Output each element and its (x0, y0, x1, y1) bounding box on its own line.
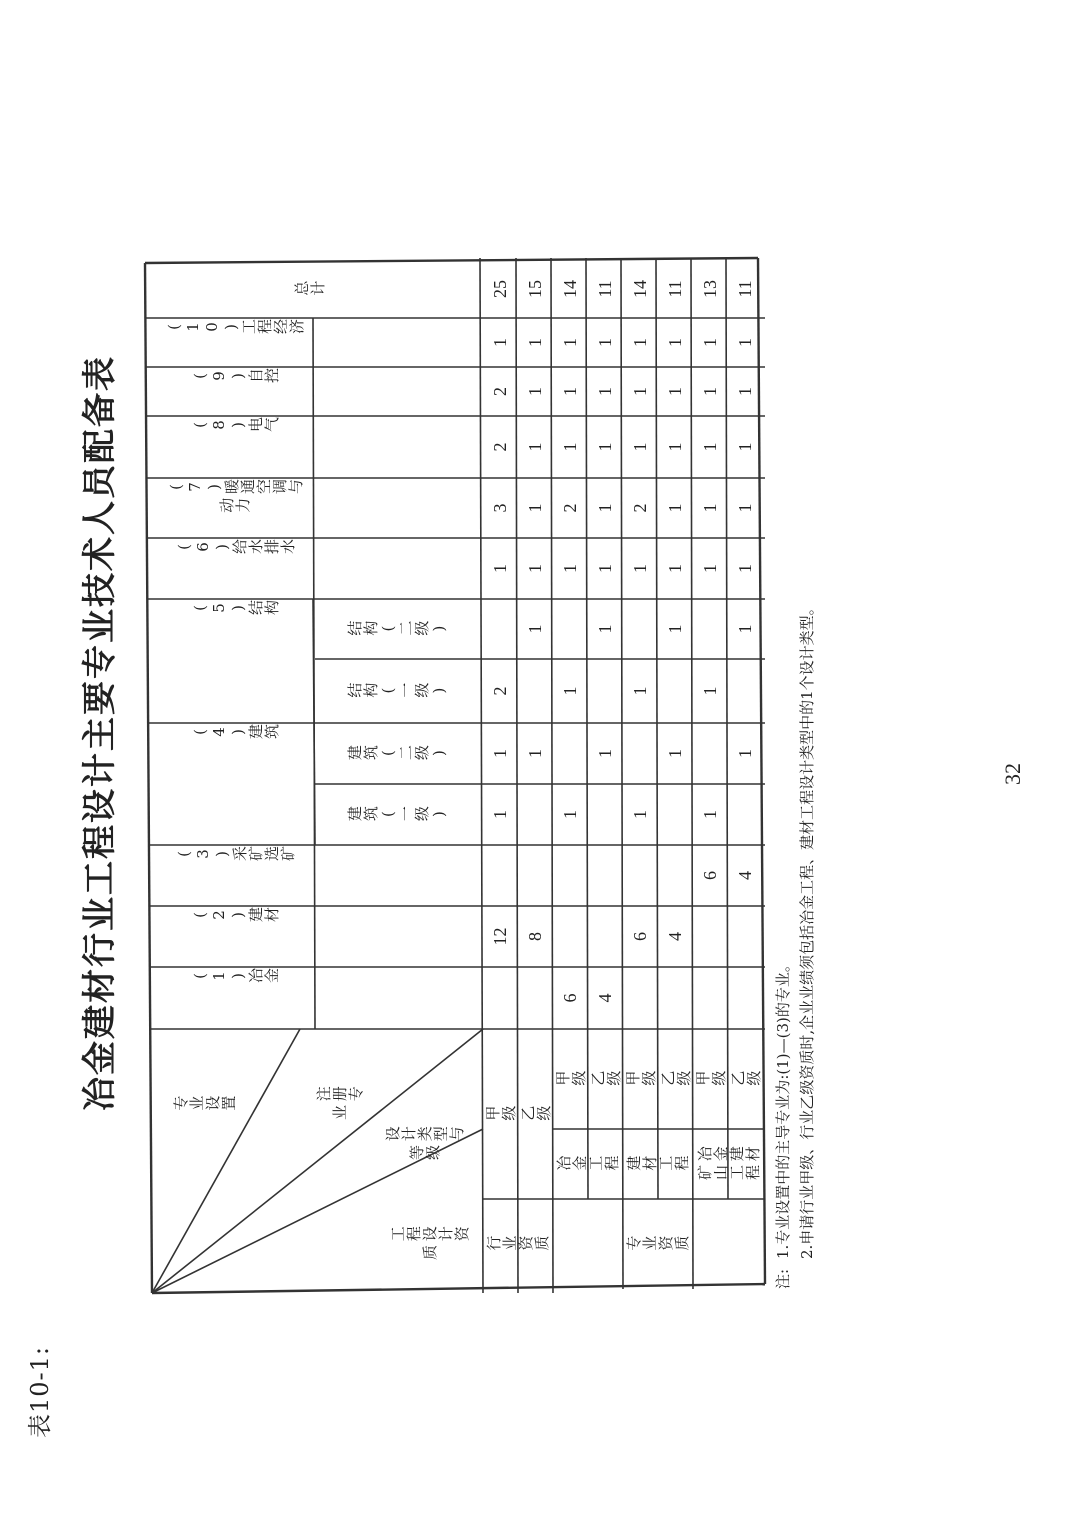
row-group-industry: 行业资质 (486, 1234, 550, 1253)
table-cell-c1 (483, 967, 518, 1029)
col-header-jingji: (10)工程经济 (165, 318, 305, 336)
corner-design-label: 设计类型与等级 (385, 1125, 465, 1162)
col-header-jiancai: (2)建材 (190, 906, 280, 924)
table-cell-c7: 1 (735, 503, 756, 513)
table-cell-a2 (693, 723, 728, 784)
col-header-zikong: (9)自控 (190, 367, 280, 385)
table-cell-c2: 6 (630, 932, 651, 941)
table-cell-s1: 1 (700, 686, 721, 696)
table-cell-s2 (553, 599, 588, 659)
table-cell-total: 11 (735, 280, 756, 298)
table-cell-a2 (623, 723, 658, 784)
table-cell-total: 11 (595, 280, 616, 298)
page-title: 冶金建材行业工程设计主要专业技术人员配备表 (80, 355, 120, 1111)
table-cell-a2: 1 (665, 749, 686, 758)
table-cell-s2: 1 (595, 624, 616, 634)
table-cell-c6: 1 (665, 564, 686, 573)
table-cell-c8: 2 (490, 442, 511, 452)
table-cell-a1: 1 (630, 810, 651, 819)
table-cell-s2 (623, 599, 658, 659)
row-sub-jiancai: 建材工程 (626, 1154, 690, 1173)
table-cell-c10: 1 (735, 338, 756, 347)
table-cell-c1 (623, 967, 658, 1029)
col-header-jianzhu: (4)建筑 (190, 723, 280, 741)
table-cell-a1 (588, 784, 623, 845)
table-cell-c9: 1 (525, 387, 546, 396)
table-cell-c8: 1 (560, 442, 581, 452)
table-cell-a2: 1 (595, 749, 616, 758)
table-cell-c7: 2 (560, 503, 581, 513)
table-cell-a1: 1 (490, 810, 511, 819)
subcol-arch-1: 建筑(一级) (347, 805, 449, 824)
col-header-geishui: (6)给水排水 (174, 538, 296, 556)
note-prefix: 注: (774, 1268, 792, 1289)
table-cell-c10: 1 (700, 338, 721, 347)
table-cell-a2 (553, 723, 588, 784)
table-cell-s2 (483, 599, 518, 659)
table-cell-c9: 1 (665, 387, 686, 396)
table-cell-s1 (658, 659, 693, 723)
row-grade-b: 乙级 (589, 1069, 622, 1088)
table-cell-c8: 1 (665, 442, 686, 452)
table-cell-c6: 1 (700, 564, 721, 573)
table-cell-c6: 1 (735, 564, 756, 573)
table-label: 表10-1: (26, 1345, 54, 1438)
table-cell-c2 (553, 906, 588, 967)
row-grade-industry-a: 甲级 (484, 1104, 517, 1123)
table-cell-c2: 12 (490, 927, 511, 946)
table-cell-a2: 1 (490, 749, 511, 758)
table-cell-c1 (518, 967, 553, 1029)
table-cell-c6: 1 (525, 564, 546, 573)
row-grade-a: 甲级 (554, 1069, 587, 1088)
table-cell-c3 (518, 845, 553, 906)
table-cell-c7: 1 (665, 503, 686, 513)
col-header-yejin: (1)冶金 (190, 967, 280, 985)
table-cell-c10: 1 (630, 338, 651, 347)
row-sub-kuangshan: 冶金建材矿山工程 (697, 1145, 761, 1182)
table-cell-c10: 1 (595, 338, 616, 347)
table-cell-s2: 1 (525, 624, 546, 634)
table-cell-c3 (658, 845, 693, 906)
table-cell-total: 15 (525, 280, 546, 298)
table-cell-c9: 1 (595, 387, 616, 396)
row-grade-a: 甲级 (624, 1069, 657, 1088)
col-header-nuantong: (7)暖通空调与动力 (166, 478, 304, 515)
note-line-1: 1.专业设置中的主导专业为:(1)—(3)的专业。 (774, 957, 792, 1259)
table-cell-s1 (728, 659, 763, 723)
table-cell-a2: 1 (735, 749, 756, 758)
table-cell-a1: 1 (700, 810, 721, 819)
page-number: 32 (1000, 763, 1025, 785)
row-grade-industry-b: 乙级 (519, 1104, 552, 1123)
table-cell-total: 14 (560, 280, 581, 298)
table-cell-c6: 1 (560, 564, 581, 573)
table-cell-c7: 1 (525, 503, 546, 513)
table-cell-c6: 1 (630, 564, 651, 573)
note-line-2: 2.申请行业甲级、行业乙级资质时,企业业绩须包括冶金工程、建材工程设计类型中的1个设计类型。 (798, 600, 816, 1259)
table-cell-c9: 1 (630, 387, 651, 396)
table-cell-c3 (553, 845, 588, 906)
row-group-special: 专业资质 (626, 1234, 690, 1253)
row-sub-yejin: 冶金工程 (556, 1154, 620, 1173)
table-cell-c3 (483, 845, 518, 906)
table-cell-a1 (658, 784, 693, 845)
table-cell-c6: 1 (595, 564, 616, 573)
table-cell-total: 14 (630, 280, 651, 298)
table-cell-c1 (728, 967, 763, 1029)
table-cell-total: 25 (490, 280, 511, 298)
table-cell-c8: 1 (595, 442, 616, 452)
table-cell-c1: 6 (560, 993, 581, 1003)
table-cell-c2 (588, 906, 623, 967)
row-grade-b: 乙级 (659, 1069, 692, 1088)
table-cell-c10: 1 (560, 338, 581, 347)
subcol-struct-2: 结构(二级) (347, 619, 449, 638)
table-cell-c7: 1 (700, 503, 721, 513)
row-grade-a: 甲级 (694, 1069, 727, 1088)
table-cell-total: 13 (700, 280, 721, 298)
table-cell-c2: 8 (525, 932, 546, 941)
table-cell-s2: 1 (735, 624, 756, 634)
table-cell-c3: 6 (700, 871, 721, 880)
corner-professional-label: 专业设置 (173, 1094, 237, 1113)
table-cell-s1: 1 (560, 686, 581, 696)
table-cell-s1: 1 (630, 686, 651, 696)
table-cell-s1 (588, 659, 623, 723)
col-header-caikuang: (3)采矿选矿 (174, 845, 296, 863)
table-cell-c9: 1 (735, 387, 756, 396)
table-cell-s2 (693, 599, 728, 659)
table-cell-a1 (728, 784, 763, 845)
subcol-arch-2: 建筑(二级) (347, 744, 449, 763)
table-cell-c8: 1 (735, 442, 756, 452)
table-cell-a2: 1 (525, 749, 546, 758)
corner-registered-label: 注册专业 (316, 1085, 364, 1122)
subcol-struct-1: 结构(一级) (347, 681, 449, 700)
table-cell-s2: 1 (665, 624, 686, 634)
col-header-jiegou: (5)结构 (190, 599, 280, 617)
table-cell-c9: 1 (560, 387, 581, 396)
table-cell-c9: 1 (700, 387, 721, 396)
table-cell-c2: 4 (665, 932, 686, 941)
table-cell-c3 (623, 845, 658, 906)
table-cell-c3 (588, 845, 623, 906)
table-cell-c6: 1 (490, 564, 511, 573)
table-cell-c8: 1 (525, 442, 546, 452)
table-cell-c1: 4 (595, 993, 616, 1003)
table-cell-c7: 1 (595, 503, 616, 513)
table-cell-c10: 1 (525, 338, 546, 347)
table-cell-total: 11 (665, 280, 686, 298)
table-cell-s1 (518, 659, 553, 723)
corner-qualification-label: 工程设计资质 (390, 1225, 470, 1262)
table-cell-c7: 3 (490, 503, 511, 513)
table-cell-s1: 2 (490, 686, 511, 696)
table-cell-c10: 1 (665, 338, 686, 347)
table-cell-c8: 1 (630, 442, 651, 452)
row-grade-b: 乙级 (729, 1069, 762, 1088)
table-cell-c3: 4 (735, 871, 756, 880)
table-cell-c10: 1 (490, 338, 511, 347)
table-cell-c2 (693, 906, 728, 967)
table-cell-c2 (728, 906, 763, 967)
table-cell-c1 (693, 967, 728, 1029)
table-cell-c9: 2 (490, 387, 511, 396)
col-header-total: 总计 (294, 279, 326, 298)
table-cell-a1 (518, 784, 553, 845)
table-cell-c1 (658, 967, 693, 1029)
col-header-dianqi: (8)电气 (190, 416, 280, 434)
table-cell-c7: 2 (630, 503, 651, 513)
table-cell-a1: 1 (560, 810, 581, 819)
table-cell-c8: 1 (700, 442, 721, 452)
